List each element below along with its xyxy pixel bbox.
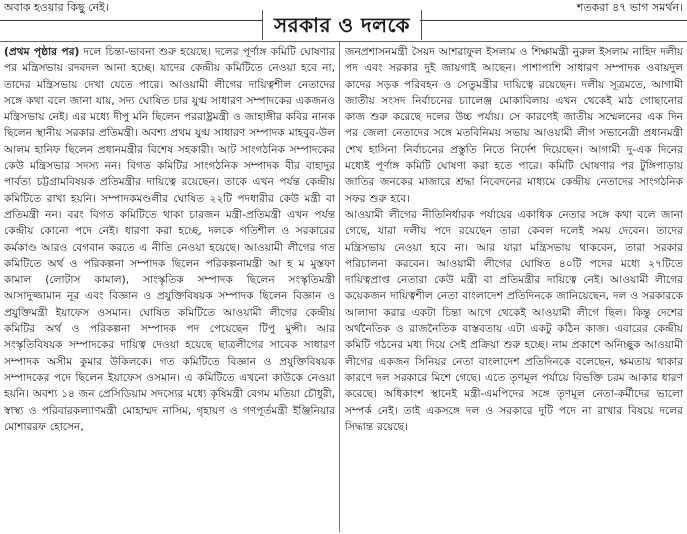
article-paragraph bbox=[4, 44, 335, 435]
article-left-column bbox=[4, 44, 335, 532]
previous-article-tail: অবাক হওয়ার কিছু নেই। bbox=[4, 1, 109, 14]
top-rule-right bbox=[420, 20, 687, 21]
article-paragraph: আওয়ামী লীগের নীতিনির্ধারক পর্যায়ের একাধিক নেতার সঙ্গে কথা বলে জানা গেছে, যারা দলীয় পদে রয়েছেন তারা কেবল দলেই সময় দেবেন। তাদের মন্ত্রিসভায় নেওয়া হবে না। আর যারা মন্ত্রিসভায় থাকবেন, তারা সরকার পরিচালনা করবেন। আওয়ামী লীগের ঘোষিত ৪০টি পদের মধ্যে ২৭টিতে দায়িত্বপ্রাপ্ত নেতারা কেউ মন্ত্রী বা প্রতিমন্ত্রীর দায়িত্বে নেই। আওয়ামী লীগের কয়েকজন দায়িত্বশীল নেতা বাংলাদেশ প্রতিদিনকে জানিয়েছেন, দল ও সরকারকে আলাদা করার একটা চিন্তা আগে থেকেই আওয়ামী লীগে ছিল। কিন্তু দেশের অর্থনৈতিক ও রাজনৈতিক বাস্তবতায় এটা একটু কঠিন কাজ। এবারের কেন্দ্রীয় কমিটি গঠনের মধ্য দিয়ে সেই প্রক্রিয়া শুরু হচ্ছে। নাম প্রকাশে অনিচ্ছুক আওয়ামী লীগের একজন সিনিয়র নেতা বাংলাদেশ প্রতিদিনকে বলেছেন, ক্ষমতায় থাকার কারণে দল সরকারে মিশে গেছে। এতে তৃণমূল পর্যায়ে বিভক্তি চরম আকার ধারণ করেছে। অধিকাংশ স্থানেই মন্ত্রী-এমপিদের সঙ্গে তৃণমূল নেতা-কর্মীদের ভালো সম্পর্ক নেই। তাই একসঙ্গে দল ও সরকারে দুটি পদে না রাখার বিষয়ে দলের সিদ্ধান্ত রয়েছে। bbox=[345, 208, 683, 433]
top-rule-left bbox=[0, 20, 262, 21]
adjacent-article-tail: শতকরা ৪৭ ভাগ সমর্থন। bbox=[576, 1, 683, 14]
jump-label: (প্রথম পৃষ্ঠার পর) bbox=[4, 46, 80, 58]
headline-underline bbox=[0, 41, 687, 42]
column-divider bbox=[339, 42, 340, 532]
paragraph-text: দলে চিন্তা-ভাবনা শুরু হয়েছে। দলের পূর্ণাঙ্গ কমিটি ঘোষণার পর মন্ত্রিসভায় রদবদল আনা হচ্ছে। যাদের কেন্দ্রীয় কমিটিতে নেওয়া হবে না, তাদের মন্ত্রিসভায় দেখা যেতে পারে। আওয়ামী লীগের দায়িত্বশীল নেতাদের সঙ্গে কথা বলে জানা যায়, সদ্য ঘোষিত চার যুগ্ম সাধারণ সম্পাদকের একজনও মন্ত্রিসভায় নেই। এর মধ্যে দীপু মনি ছিলেন পররাষ্ট্রমন্ত্রী ও জাহাঙ্গীর কবির নানক ছিলেন স্থানীয় সরকার প্রতিমন্ত্রী। অবশ্য প্রথম যুগ্ম সাধারণ সম্পাদক মাহবুব-উল আলম হানিফ ছিলেন প্রধানমন্ত্রীর বিশেষ সহকারী। আট সাংগঠনিক সম্পাদকের কেউ মন্ত্রিসভার সদস্য নন। বিগত কমিটির সাংগঠনিক সম্পাদক বীর বাহাদুর পার্বত্য চট্টগ্রামবিষয়ক প্রতিমন্ত্রীর দায়িত্বে রয়েছেন। তাকে এখন পর্যন্ত কেন্দ্রীয় কমিটিতে রাখা হয়নি। সম্পাদকমণ্ডলীর ঘোষিত ২২টি পদধারীর কেউ মন্ত্রী বা প্রতিমন্ত্রী নন। বরং বিগত কমিটিতে থাকা চারজন মন্ত্রী-প্রতিমন্ত্রী এখন পর্যন্ত কেন্দ্রীয় কোনো পদে নেই। ধারণা করা হচ্ছে, দলকে গতিশীল ও সরকারের কর্মকাণ্ড আরও বেগবান করতে এ নীতি নেওয়া হয়েছে। আওয়ামী লীগের গত কমিটিতে অর্থ ও পরিকল্পনা সম্পাদক ছিলেন পরিকল্পনামন্ত্রী আ হ ম মুস্তফা কামাল (লোটাস কামাল), সাংস্কৃতিক সম্পাদক ছিলেন সংস্কৃতিমন্ত্রী আসাদুজ্জামান নূর এবং বিজ্ঞান ও প্রযুক্তিবিষয়ক সম্পাদক ছিলেন বিজ্ঞান ও প্রযুক্তিমন্ত্রী ইয়াফেস ওসমান। ঘোষিত কমিটিতে আওয়ামী লীগের কেন্দ্রীয় কমিটির অর্থ ও পরিকল্পনা সম্পাদক পদ পেয়েছেন টিপু মুন্সী। আর সংস্কৃতিবিষয়ক সম্পাদকের দায়িত্ব দেওয়া হয়েছে ছাত্রলীগের সাবেক সাধারণ সম্পাদক অসীম কুমার উকিলকে। গত কমিটিতে বিজ্ঞান ও প্রযুক্তিবিষয়ক সম্পাদকের পদে ছিলেন ইয়াফেস ওসমান। এ কমিটিতে এখনো কাউকে নেওয়া হয়নি। অবশ্য ১৪ জন প্রেসিডিয়াম সদস্যের মধ্যে কৃষিমন্ত্রী বেগম মতিয়া চৌধুরী, স্বাস্থ্য ও পরিবারকল্যাণমন্ত্রী মোহাম্মদ নাসিম, গৃহায়ণ ও গণপূর্তমন্ত্রী ইঞ্জিনিয়ার মোশাররফ হোসেন, bbox=[4, 46, 335, 433]
headline: সরকার ও দলকে bbox=[262, 10, 422, 40]
article-paragraph: জনপ্রশাসনমন্ত্রী সৈয়দ আশরাফুল ইসলাম ও শিক্ষামন্ত্রী নুরুল ইসলাম নাহিদ দলীয় পদ এবং সরকার দুই জায়গাই আছেন। পাশাপাশি সাধারণ সম্পাদক ওবায়দুল কাদের সড়ক পরিবহন ও সেতুমন্ত্রীর দায়িত্বে রয়েছেন। দলীয় সূত্রমতে, আগামী জাতীয় সংসদ নির্বাচনের চ্যালেঞ্জ মোকাবিলায় এখন থেকেই মাঠ গোছানোর কাজ শুরু করেছে দলের উচ্চ পর্যায়। সে কারণেই জাতীয় সম্মেলনের এক দিন পর জেলা নেতাদের সঙ্গে মতবিনিময় সভায় আওয়ামী লীগ সভানেত্রী প্রধানমন্ত্রী শেখ হাসিনা নির্বাচনের প্রস্তুতি নিতে নির্দেশ দিয়েছেন। আগামী দু-এক দিনের মধ্যেই পূর্ণাঙ্গ কমিটি ঘোষণা করা হতে পারে। কমিটি ঘোষণার পর টুঙ্গিপাড়ায় জাতির জনকের মাজারে শ্রদ্ধা নিবেদনের মাধ্যমে কেন্দ্রীয় নেতাদের সাংগঠনিক সফর শুরু হবে। bbox=[345, 46, 683, 205]
article-right-column bbox=[345, 44, 683, 532]
